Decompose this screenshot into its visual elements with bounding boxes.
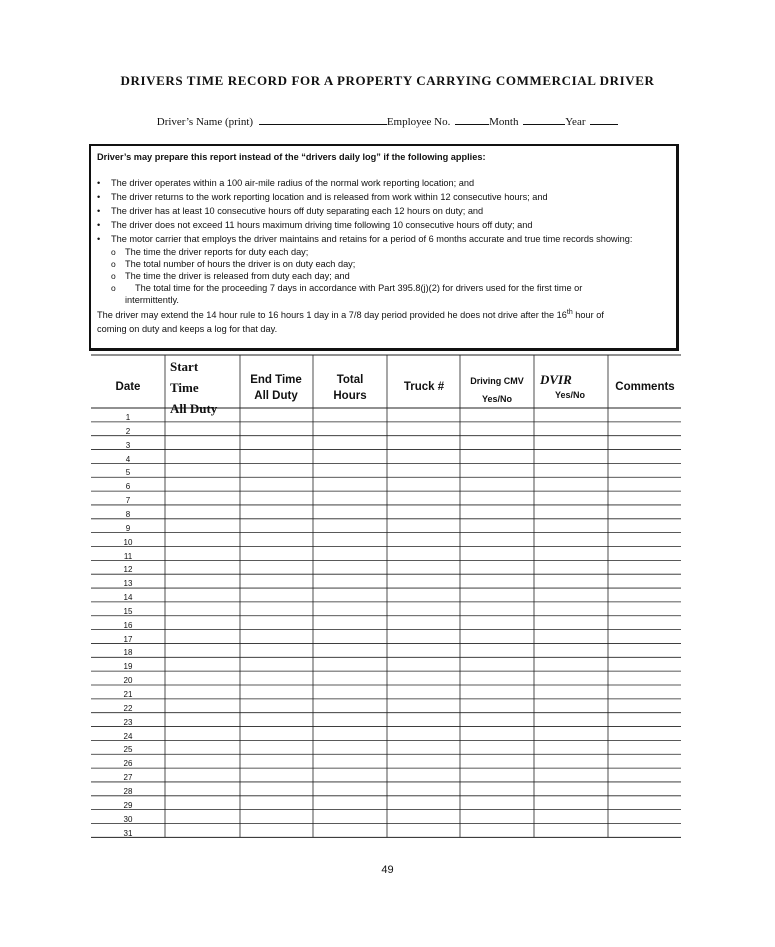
row-date-number: 24 (123, 731, 133, 741)
row-date-number: 20 (123, 676, 133, 686)
row-date-number: 19 (123, 662, 133, 672)
page-number: 49 (381, 864, 394, 876)
row-date-number: 23 (123, 717, 133, 727)
condition-item: • The motor carrier that employs the driver maintains and retains for a period of 6 months accurate and true time records showing: (97, 232, 670, 246)
end-header-line1: End Time (250, 374, 302, 386)
year-blank[interactable] (590, 114, 618, 125)
column-header-driving-cmv (461, 372, 533, 408)
year-label: Year (565, 116, 586, 128)
driving-header-line1: Driving CMV (470, 376, 524, 386)
start-header-line1: Start (170, 359, 199, 374)
notice-footer-line2: coming on duty and keeps a log for that day. (97, 324, 278, 334)
row-date-number: 28 (123, 786, 133, 796)
table-row-lines (91, 355, 681, 837)
column-header-comments: Comments (615, 381, 675, 393)
employee-no-label: Employee No. (386, 116, 451, 128)
drivers-name-blank[interactable] (259, 114, 387, 125)
row-date-number: 31 (123, 828, 133, 838)
document-title: DRIVERS TIME RECORD FOR A PROPERTY CARRYING COMMERCIAL DRIVER (120, 73, 655, 88)
record-item: o The time the driver reports for duty each day; (97, 246, 670, 258)
column-header-dvir: DVIR (540, 372, 572, 387)
notice-footer-text: The driver may extend the 14 hour rule to 16 hours 1 day in a 7/8 day period provided he does not drive after the 16 (97, 310, 567, 320)
total-header-line1: Total (336, 374, 364, 386)
total-header-line2: Hours (333, 390, 367, 402)
month-label: Month (489, 116, 519, 128)
condition-item: • The driver returns to the work reporting location and is released from work within 12 consecutive hours; and (97, 190, 670, 204)
row-date-number: 9 (125, 523, 131, 533)
row-date-number: 30 (123, 814, 133, 824)
row-date-number: 29 (123, 800, 133, 810)
row-date-number: 4 (125, 454, 131, 464)
row-date-number: 21 (123, 690, 133, 699)
employee-no-blank[interactable] (455, 114, 489, 125)
record-item (97, 282, 670, 306)
row-date-number: 7 (125, 496, 131, 506)
condition-item: • The driver operates within a 100 air-mile radius of the normal work reporting location; and (97, 176, 670, 190)
row-date-number: 25 (123, 745, 133, 755)
row-date-number: 14 (123, 593, 133, 603)
notice-footer (97, 308, 670, 322)
notice-footer-text-end: hour of (572, 310, 604, 320)
row-date-number: 5 (125, 468, 131, 478)
start-header-line3: All Duty (170, 401, 218, 416)
row-date-number: 12 (123, 565, 133, 575)
record-item-line: o The total time for the proceeding 7 days in accordance with Part 395.8(j)(2) for drivers used for the first time or (135, 283, 583, 293)
month-blank[interactable] (523, 114, 565, 125)
row-date-number: 11 (123, 551, 133, 561)
row-date-number: 17 (123, 634, 133, 644)
end-header-line2: All Duty (254, 390, 298, 402)
row-date-number: 10 (123, 537, 133, 547)
driving-header-line2: Yes/No (481, 394, 512, 404)
table-column-lines (165, 355, 608, 837)
column-header-truck: Truck # (403, 381, 445, 393)
eligibility-notice-box (89, 144, 679, 351)
column-header-dvir-yes-no: Yes/No (554, 390, 585, 400)
record-item-line: intermittently. (125, 295, 179, 305)
condition-item: • The driver has at least 10 consecutive hours off duty separating each 12 hours on duty; and (97, 204, 670, 218)
row-date-number: 2 (125, 426, 131, 436)
record-item: o The total number of hours the driver is on duty each day; (97, 258, 670, 270)
row-date-number: 8 (125, 509, 131, 519)
row-date-number: 18 (123, 648, 133, 658)
row-date-number: 6 (125, 482, 131, 492)
driver-info-line (0, 114, 775, 128)
row-date-number: 1 (125, 413, 131, 422)
row-date-number: 13 (123, 579, 133, 589)
column-header-end-time (240, 372, 312, 404)
row-date-number: 22 (123, 703, 133, 713)
row-date-number: 15 (123, 606, 133, 616)
drivers-name-label: Driver’s Name (print) (156, 116, 254, 128)
column-header-date: Date (115, 381, 141, 393)
condition-item: • The driver does not exceed 11 hours maximum driving time following 10 consecutive hours off duty; and (97, 218, 670, 232)
notice-heading: Driver’s may prepare this report instead of the “drivers daily log” if the following applies: (97, 152, 486, 162)
column-header-start-time (170, 356, 217, 419)
row-date-number: 26 (123, 759, 133, 769)
record-item: o The time the driver is released from duty each day; and (97, 270, 670, 282)
column-header-total-hours (314, 372, 386, 404)
start-header-line2: Time (170, 380, 199, 395)
condition-list (97, 176, 670, 306)
row-date-number: 27 (123, 773, 133, 783)
row-date-number: 3 (125, 440, 131, 450)
row-date-number: 16 (123, 620, 133, 630)
notice-footer-sup: th (566, 309, 573, 316)
